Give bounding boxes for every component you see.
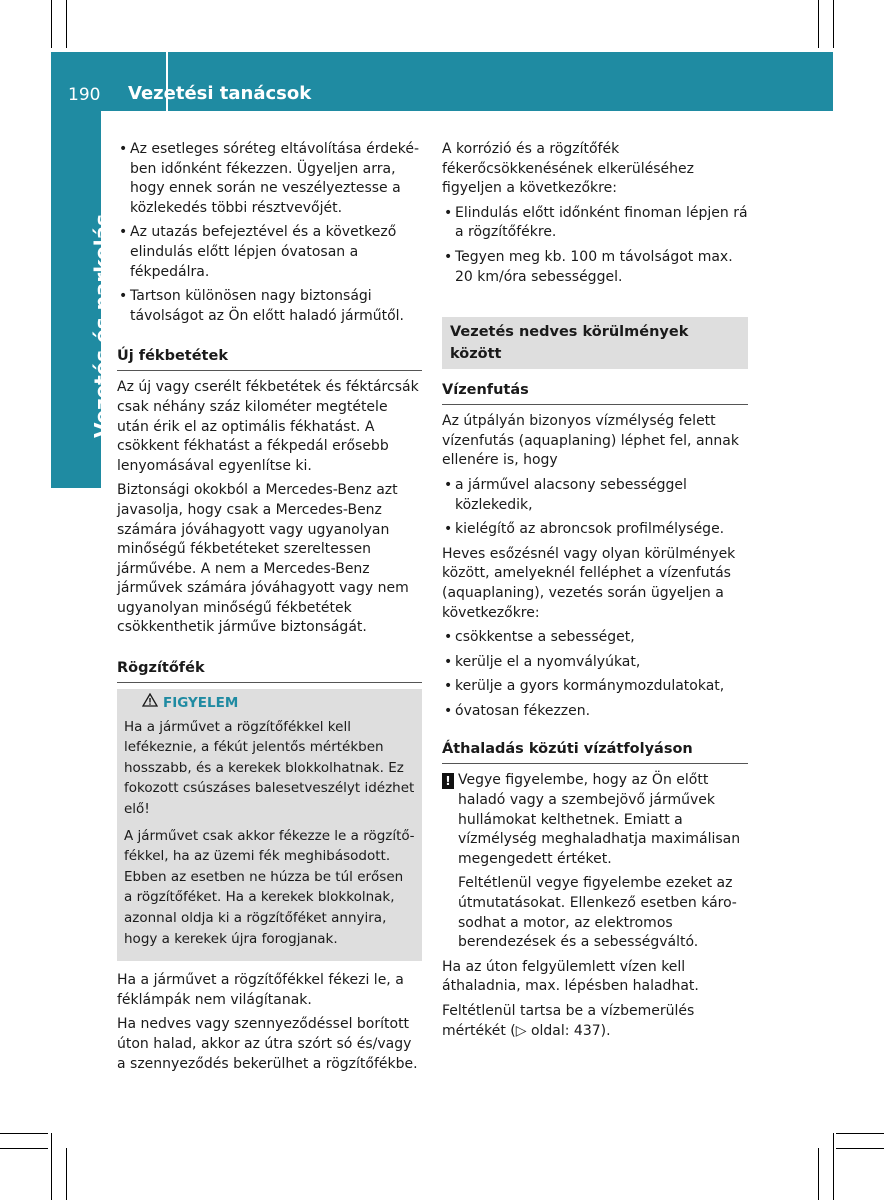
crop-mark xyxy=(0,1133,48,1134)
warning-triangle-icon xyxy=(142,693,158,714)
paragraph: Az útpályán bizonyos vízmélység felett vízenfutás (aquaplaning) léphet fel, annak ellenére is, hogy xyxy=(442,413,739,469)
section-heading: Vízenfutás xyxy=(442,379,748,405)
crop-mark xyxy=(51,1133,52,1200)
crop-mark xyxy=(836,1133,884,1134)
right-column xyxy=(442,140,748,1046)
paragraph: Biztonsági okokból a Mercedes-Benz azt javasolja, hogy csak a Mercedes-Benz számára jóváhagyott vagy ugyanolyan minőségű fékbetéteket szereltessen járművébe. A nem a Mercedes-Benz járművek számára jóváhagyott vagy nem ugyanolyan minőségű fékbetétek csökkenthetik járműve biztonságát. xyxy=(117,482,409,636)
crop-mark xyxy=(836,1148,884,1149)
list-item: • kerülje a gyors kormánymozdulatokat, xyxy=(442,677,748,697)
crop-mark xyxy=(818,1148,819,1200)
paragraph: Heves esőzésnél vagy olyan körülmények között, amelyeknél felléphet a vízenfutás (aquaplaning), vezetés során ügyeljen a következőkre: xyxy=(442,545,736,621)
list-item: • kerülje el a nyomvályúkat, xyxy=(442,653,748,673)
list-item: • csökkentse a sebességet, xyxy=(442,628,748,648)
section-heading: Áthaladás közúti vízátfolyáson xyxy=(442,738,748,764)
warning-box xyxy=(117,689,422,961)
section-heading: Rögzítőfék xyxy=(117,657,422,683)
page-title: Vezetési tanácsok xyxy=(128,83,312,104)
list-item: • Tartson különösen nagy biztonsági távolságot az Ön előtt haladó járműtől. xyxy=(117,287,422,326)
paragraph: Feltétlenül tartsa be a vízbemerülés mértékét (▷ oldal: 437). xyxy=(442,1003,695,1039)
crop-mark xyxy=(818,0,819,48)
list-item: • a járművel alacsony sebességgel közlekedik, xyxy=(442,476,748,515)
paragraph: Az új vagy cserélt fékbetétek és féktárcsák csak néhány száz kilométer megtétele után érik el az optimális fékhatást. A csökkent fékhatást a fékpedál erősebb lenyomásával egyenlítse ki. xyxy=(117,379,419,474)
exclamation-icon: ! xyxy=(442,773,454,789)
page-number: 190 xyxy=(68,85,101,105)
side-tab-label: Vezetés és parkolás xyxy=(90,213,114,438)
warning-header xyxy=(124,693,415,714)
list-item: • Az esetleges sóréteg eltávolítása érdekében időnként fékezzen. Ügyeljen arra, hogy ennek során ne veszélyeztesse a közlekedés többi résztvevőjét. xyxy=(117,140,422,218)
paragraph: Ha az úton felgyülemlett vízen kell áthaladnia, max. lépésben haladhat. xyxy=(442,958,699,995)
left-column xyxy=(117,140,422,1079)
list-item: • óvatosan fékezzen. xyxy=(442,702,748,722)
note-body xyxy=(458,771,748,957)
crop-mark xyxy=(51,0,52,48)
list-item: • Elindulás előtt időnként finoman lépjen rá a rögzítőfékre. xyxy=(442,204,748,243)
warning-text: Ha a járművet a rögzítőfékkel kell lefékeznie, a fékút jelentős mértékben hosszabb, és a kerekek blokkolhatnak. Ez fokozott csúszáses balesetveszélyt idézhet elő! xyxy=(124,718,415,818)
crop-mark xyxy=(66,1148,67,1200)
paragraph: A korrózió és a rögzítőfék fékerőcsökkenésének elkerüléséhez figyeljen a következőkre: xyxy=(442,141,695,197)
crop-mark xyxy=(0,1148,48,1149)
note-text: Feltétlenül vegye figyelembe ezeket az útmutatásokat. Ellenkező esetben károsodhat a motor, az elektromos berendezések és a sebességváltó. xyxy=(458,875,737,951)
warning-text: A járművet csak akkor fékezze le a rögzítőfékkel, ha az üzemi fék meghibásodott. Ebben az esetben ne húzza be túl erősen a rögzítőféket. Ha a kerekek blokkolnak, azonnal oldja ki a rögzítőféket annyira, hogy a kerekek újra forogjanak. xyxy=(124,827,415,947)
paragraph: Ha a járművet a rögzítőfékkel fékezi le, a féklámpák nem világítanak. xyxy=(117,972,404,1008)
note-block xyxy=(442,771,748,957)
crop-mark xyxy=(833,1133,834,1200)
list-item: • kielégítő az abroncsok profilmélysége. xyxy=(442,520,748,540)
paragraph: Ha nedves vagy szennyeződéssel borított úton halad, akkor az útra szórt só és/vagy a szennyeződés bekerülhet a rögzítőfékbe. xyxy=(117,1016,418,1072)
list-item: • Tegyen meg kb. 100 m távolságot max. 20 km/óra sebességgel. xyxy=(442,248,748,287)
list-item: • Az utazás befejeztével és a következő elindulás előtt lépjen óvatosan a fékpedálra. xyxy=(117,223,422,282)
warning-title: FIGYELEM xyxy=(163,695,239,712)
section-title-bar: Vezetés nedves körülmények között xyxy=(442,317,748,369)
note-text: Vegye figyelembe, hogy az Ön előtt haladó vagy a szembejövő járművek hullámokat kelthetnek. Emiatt a vízmélység meghaladhatja maximálisan megengedett értéket. xyxy=(458,772,741,867)
crop-mark xyxy=(833,0,834,48)
crop-mark xyxy=(66,0,67,48)
section-heading: Új fékbetétek xyxy=(117,345,422,371)
